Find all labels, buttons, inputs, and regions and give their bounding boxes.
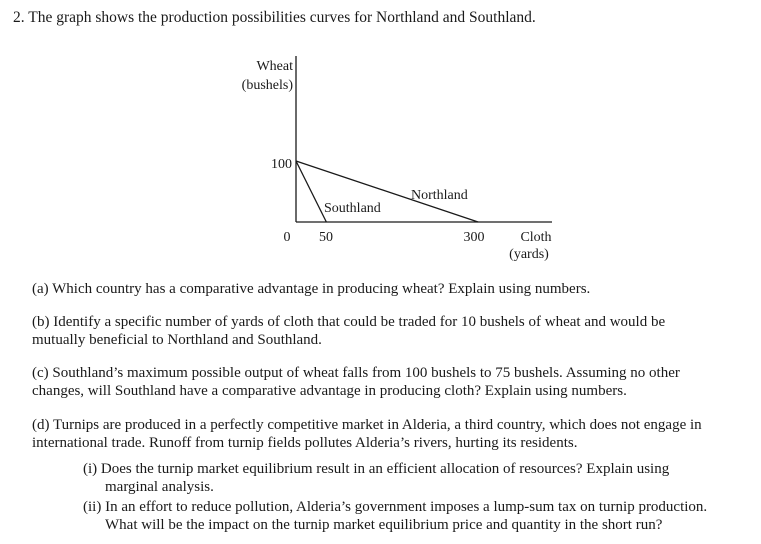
x-tick-label-50: 50 [319, 230, 333, 245]
x-tick-label-0: 0 [283, 230, 291, 245]
part-d-ii [83, 498, 707, 534]
part-b-line1: (b) Identify a specific number of yards of cloth that could be traded for 10 bushels of wheat and would be [32, 314, 666, 330]
ppc-chart [225, 50, 565, 266]
part-d-i-line2: marginal analysis. [105, 479, 214, 495]
x-axis-label-line1: Cloth [520, 230, 552, 245]
part-a [32, 280, 590, 298]
y-axis-label-line1: Wheat [256, 59, 293, 74]
x-axis-label-line2: (yards) [509, 247, 549, 262]
part-d-ii-line2: What will be the impact on the turnip market equilibrium price and quantity in the short run? [105, 517, 663, 533]
part-d-line2: international trade. Runoff from turnip fields pollutes Alderia’s rivers, hurting its residents. [32, 435, 578, 451]
southland-series-label: Southland [324, 201, 381, 216]
part-c-line2: changes, will Southland have a comparative advantage in producing cloth? Explain using numbers. [32, 383, 627, 399]
part-c [32, 364, 680, 400]
part-d [32, 416, 702, 452]
part-d-line1: (d) Turnips are produced in a perfectly competitive market in Alderia, a third country, which does not engage in [32, 417, 702, 433]
part-b-line2: mutually beneficial to Northland and Southland. [32, 332, 322, 348]
part-b [32, 313, 665, 349]
part-d-i-line1: (i) Does the turnip market equilibrium result in an efficient allocation of resources? Explain using [83, 461, 670, 477]
part-a-line1: (a) Which country has a comparative advantage in producing wheat? Explain using numbers. [32, 281, 591, 297]
northland-series-label: Northland [411, 188, 468, 203]
y-tick-label-100: 100 [271, 157, 292, 172]
part-d-i [83, 460, 669, 496]
part-d-ii-line1: (ii) In an effort to reduce pollution, Alderia’s government imposes a lump-sum tax on turnip production. [83, 499, 708, 515]
y-axis-label-line2: (bushels) [241, 78, 293, 93]
question-title: 2. The graph shows the production possibilities curves for Northland and Southland. [13, 9, 536, 26]
part-c-line1: (c) Southland’s maximum possible output of wheat falls from 100 bushels to 75 bushels. Assuming no other [32, 365, 680, 381]
x-tick-label-300: 300 [463, 230, 485, 245]
